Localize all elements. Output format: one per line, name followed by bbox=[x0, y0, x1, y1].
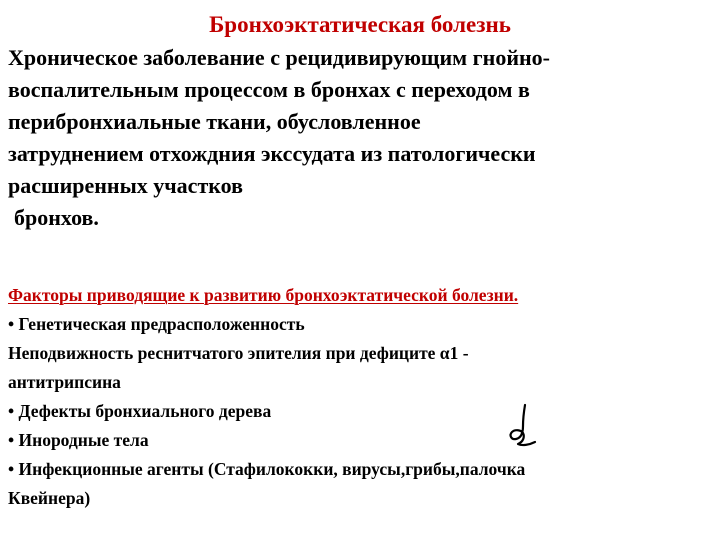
slide-title: Бронхоэктатическая болезнь bbox=[209, 12, 511, 37]
factor-item: • Дефекты бронхиального дерева bbox=[8, 401, 272, 421]
definition-line: перибронхиальные ткани, обусловленное bbox=[8, 109, 421, 134]
factors-heading: Факторы приводящие к развитию бронхоэктатической болезни. bbox=[8, 285, 519, 305]
handwritten-mark-icon bbox=[505, 402, 537, 448]
factor-item: • Генетическая предрасположенность bbox=[8, 314, 305, 334]
definition-line: Хроническое заболевание с рецидивирующим гнойно- bbox=[8, 45, 551, 70]
definition-line: расширенных участков bbox=[8, 173, 243, 198]
definition-paragraph bbox=[8, 42, 713, 234]
definition-line: затруднением отхождния экссудата из патологически bbox=[8, 141, 536, 166]
factor-item: Неподвижность реснитчатого эпителия при дефиците α1 - bbox=[8, 343, 469, 363]
factor-item: • Инфекционные агенты (Стафилококки, вирусы,грибы,палочка bbox=[8, 459, 526, 479]
definition-line: воспалительным процессом в бронхах с переходом в bbox=[8, 77, 530, 102]
definition-line: бронхов. bbox=[14, 205, 99, 230]
factor-item: • Инородные тела bbox=[8, 430, 149, 450]
factor-item: антитрипсина bbox=[8, 372, 121, 392]
factors-list bbox=[8, 281, 716, 513]
factor-item: Квейнера) bbox=[8, 488, 91, 508]
